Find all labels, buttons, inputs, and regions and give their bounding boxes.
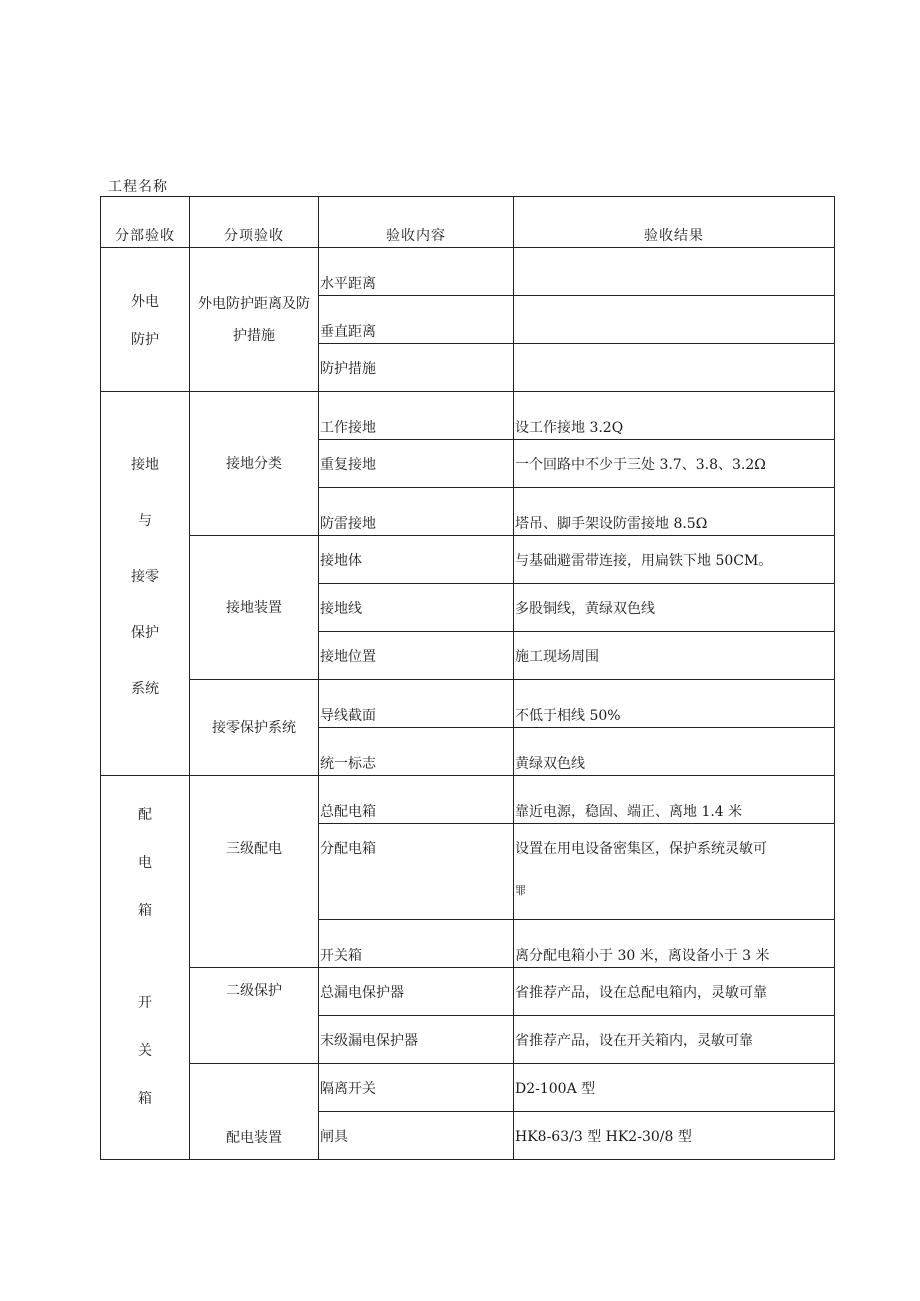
content-cell: 防雷接地 (319, 488, 514, 536)
header-content: 验收内容 (319, 197, 514, 248)
category-external: 外电 防护 (101, 248, 190, 392)
result-cell: 设工作接地 3.2Q (514, 392, 835, 440)
content-cell: 总配电箱 (319, 776, 514, 824)
result-cell: 黄绿双色线 (514, 728, 835, 776)
table-row (101, 248, 835, 296)
content-cell: 统一标志 (319, 728, 514, 776)
subitem-three-level: 三级配电 (190, 776, 319, 968)
content-cell: 导线截面 (319, 680, 514, 728)
result-cell: 靠近电源，稳固、端正、离地 1.4 米 (514, 776, 835, 824)
table-header-row (101, 197, 835, 248)
result-cell: 塔吊、脚手架设防雷接地 8.5Ω (514, 488, 835, 536)
content-cell: 重复接地 (319, 440, 514, 488)
result-cell: 省推荐产品，设在总配电箱内，灵敏可靠 (514, 968, 835, 1016)
table-row (101, 776, 835, 824)
table-row (101, 536, 835, 584)
result-cell: 省推荐产品，设在开关箱内，灵敏可靠 (514, 1016, 835, 1064)
result-cell (514, 248, 835, 296)
content-cell: 防护措施 (319, 344, 514, 392)
result-cell (514, 296, 835, 344)
table-row (101, 680, 835, 728)
result-line-tail: 罪 (515, 884, 526, 897)
content-cell: 末级漏电保护器 (319, 1016, 514, 1064)
result-cell: 不低于相线 50% (514, 680, 835, 728)
table-row (101, 968, 835, 1016)
subitem-two-level: 二级保护 (190, 968, 319, 1064)
content-cell: 接地位置 (319, 632, 514, 680)
content-cell: 总漏电保护器 (319, 968, 514, 1016)
header-category: 分部验收 (101, 197, 190, 248)
header-subitem: 分项验收 (190, 197, 319, 248)
subitem-external-protection: 外电防护距离及防护措施 (190, 248, 319, 392)
project-name-label: 工程名称 (108, 179, 168, 195)
content-cell: 接地线 (319, 584, 514, 632)
result-cell: 一个回路中不少于三处 3.7、3.8、3.2Ω (514, 440, 835, 488)
category-distribution: 配 电 箱 开 关 箱 (101, 776, 190, 1160)
result-cell: HK8-63/3 型 HK2-30/8 型 (514, 1112, 835, 1160)
content-cell: 工作接地 (319, 392, 514, 440)
content-cell: 闸具 (319, 1112, 514, 1160)
result-cell: 与基础避雷带连接，用扁铁下地 50CM。 (514, 536, 835, 584)
subitem-grounding-device: 接地装置 (190, 536, 319, 680)
result-line: 设置在用电设备密集区，保护系统灵敏可 (515, 841, 767, 857)
table-row (101, 1064, 835, 1112)
result-cell: D2-100A 型 (514, 1064, 835, 1112)
category-grounding: 接地 与 接零 保护 系统 (101, 392, 190, 776)
result-cell (514, 344, 835, 392)
content-cell: 垂直距离 (319, 296, 514, 344)
content-cell: 隔离开关 (319, 1064, 514, 1112)
subitem-distribution-device: 配电装置 (190, 1064, 319, 1160)
content-cell: 水平距离 (319, 248, 514, 296)
content-cell: 开关箱 (319, 920, 514, 968)
subitem-grounding-classification: 接地分类 (190, 392, 319, 536)
table-row (101, 392, 835, 440)
acceptance-table (100, 196, 835, 1160)
subitem-neutral-protection: 接零保护系统 (190, 680, 319, 776)
result-cell: 离分配电箱小于 30 米，离设备小于 3 米 (514, 920, 835, 968)
result-cell (514, 824, 835, 920)
result-cell: 施工现场周围 (514, 632, 835, 680)
header-result: 验收结果 (514, 197, 835, 248)
content-cell: 分配电箱 (319, 824, 514, 920)
result-cell: 多股铜线，黄绿双色线 (514, 584, 835, 632)
content-cell: 接地体 (319, 536, 514, 584)
